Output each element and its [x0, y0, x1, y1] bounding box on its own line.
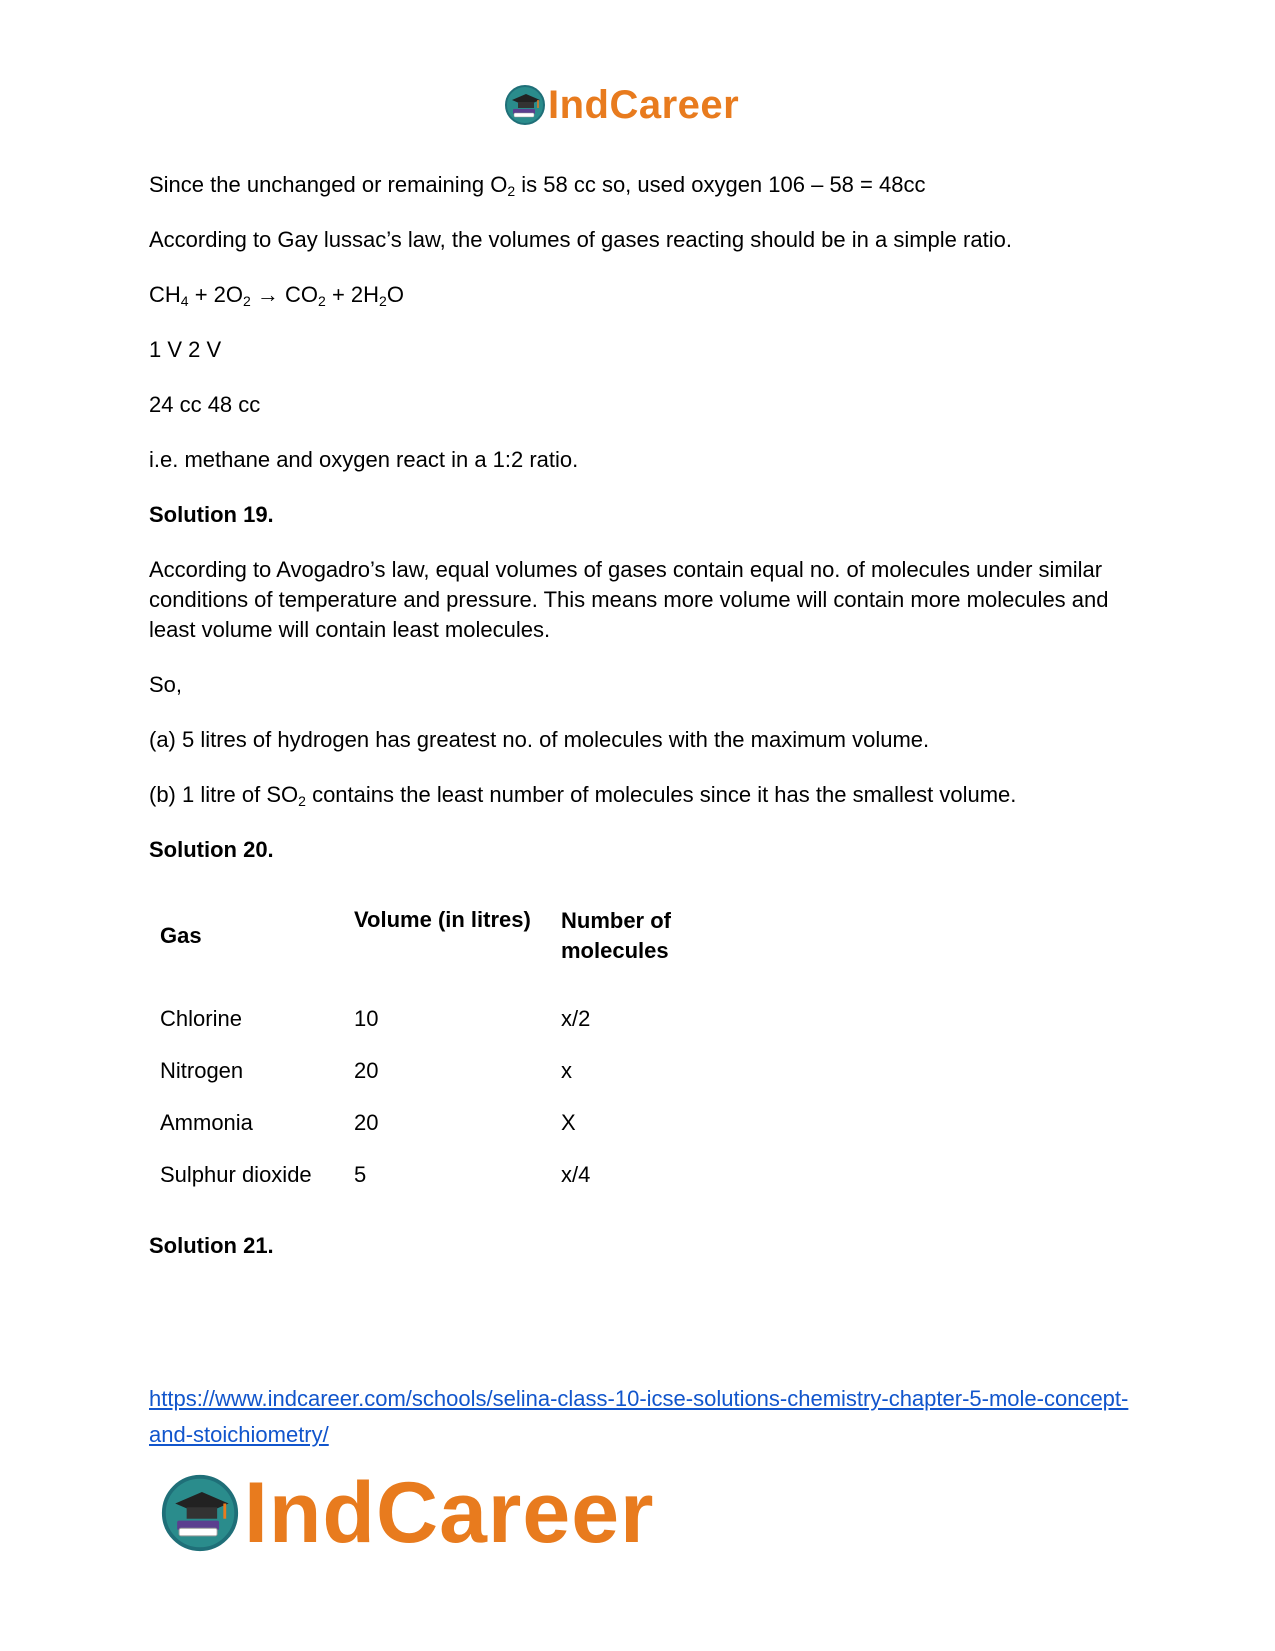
cell-gas: Ammonia: [160, 1110, 253, 1135]
cell-molecules: X: [561, 1110, 576, 1135]
cell-gas: Nitrogen: [160, 1058, 244, 1083]
cell-molecules: x/2: [561, 1006, 591, 1031]
solution-19-heading: Solution 19.: [149, 502, 274, 527]
ratio-conclusion: i.e. methane and oxygen react in a 1:2 ratio.: [149, 447, 579, 472]
cell-molecules: x: [561, 1058, 572, 1083]
cell-gas: Chlorine: [160, 1006, 242, 1031]
table-row: [149, 1097, 741, 1149]
solution-21-heading: Solution 21.: [149, 1233, 274, 1258]
paragraph-used-oxygen: Since the unchanged or remaining $O_2$ is 58 cc so, used oxygen 106 – 58 = 48cc: [149, 172, 926, 199]
table-row: [149, 1045, 741, 1097]
chemical-equation: $CH_4 + 2O_2 \to CO_2 + 2H_2O$: [149, 282, 404, 309]
document-body: [149, 170, 1139, 865]
header-volume: Volume (in litres): [354, 907, 531, 932]
answer-b: (b) 1 litre of $SO_2$ contains the least number of molecules since it has the smallest volume.: [149, 782, 1017, 809]
graduation-cap-icon: [160, 1473, 240, 1553]
logo-text: IndCareer: [548, 82, 740, 127]
cc-ratio-line: 24 cc 48 cc: [149, 392, 261, 417]
header-gas: Gas: [160, 923, 202, 948]
paragraph-so: So,: [149, 672, 183, 697]
solution-20-heading: Solution 20.: [149, 837, 274, 862]
indcareer-logo-top: [504, 80, 739, 130]
paragraph-gay-lussac: According to Gay lussac’s law, the volumes of gases reacting should be in a simple ratio.: [149, 227, 1012, 252]
paragraph-avogadro: According to Avogadro’s law, equal volumes of gases contain equal no. of molecules under similar conditions of temperature and pressure. This means more volume will contain more molecules and least volume will contain least molecules.: [149, 557, 1109, 642]
indcareer-logo-bottom: [160, 1464, 655, 1561]
cell-volume: 10: [354, 1006, 379, 1031]
cell-volume: 20: [354, 1110, 379, 1135]
table-row: [149, 993, 741, 1045]
logo-text: IndCareer: [244, 1464, 655, 1561]
cell-volume: 5: [354, 1162, 367, 1187]
graduation-cap-icon: [504, 84, 546, 126]
cell-molecules: x/4: [561, 1162, 591, 1187]
answer-a: (a) 5 litres of hydrogen has greatest no. of molecules with the maximum volume.: [149, 727, 930, 752]
volume-ratio-line: 1 V 2 V: [149, 337, 222, 362]
cell-gas: Sulphur dioxide: [160, 1162, 312, 1187]
source-link[interactable]: https://www.indcareer.com/schools/selina-class-10-icse-solutions-chemistry-chapter-5-mole-concept-and-stoichiometry/: [149, 1386, 1129, 1447]
table-row: [149, 1149, 741, 1201]
cell-volume: 20: [354, 1058, 379, 1083]
gas-molecules-table: [149, 905, 741, 1201]
header-molecules: Number of molecules: [561, 908, 671, 963]
table-header-row: [149, 905, 741, 967]
